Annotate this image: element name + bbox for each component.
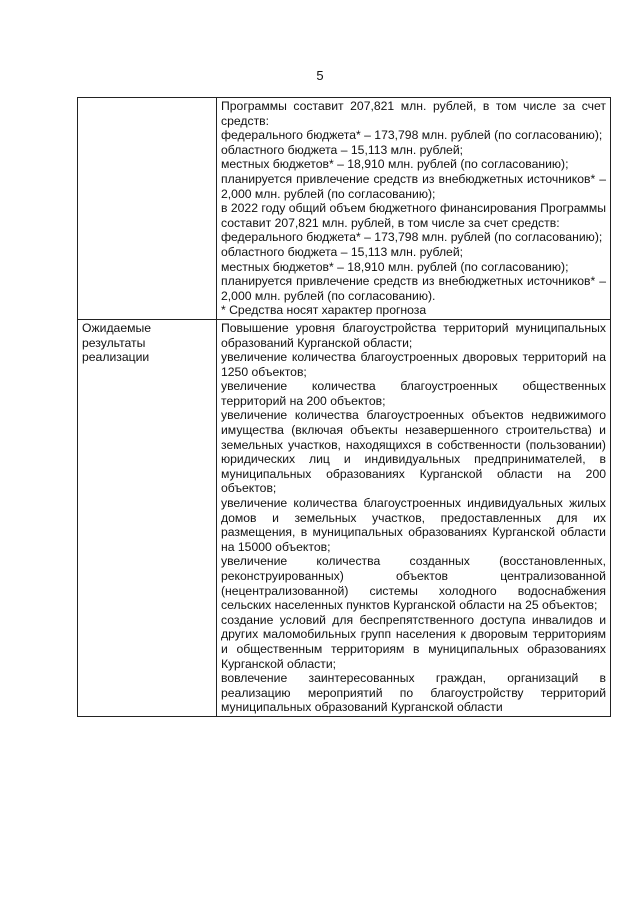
footnote: * Средства носят характер прогноза — [221, 303, 427, 318]
row-label — [78, 98, 217, 320]
table-row — [78, 98, 611, 320]
paragraph: областного бюджета – 15,113 млн. рублей; — [221, 142, 464, 157]
row-content — [217, 98, 611, 320]
table-row — [78, 319, 611, 716]
paragraph: местных бюджетов* – 18,910 млн. рублей (по согласованию); — [221, 259, 569, 274]
paragraph: увеличение количества созданных (восстановленных, реконструированных) объектов централизованной (нецентрализованной) системы холодного водоснабжения сельских населенных пунктов Курганской области на 25 объектов; — [221, 554, 606, 613]
paragraph: увеличение количества благоустроенных дворовых территорий на 1250 объектов; — [221, 350, 606, 379]
paragraph: увеличение количества благоустроенных объектов недвижимого имущества (включая объекты незавершенного строительства) и земельных участков, находящихся в собственности (пользовании) юридических лиц и индивидуальных предпринимателей, в муниципальных образованиях Курганской области на 200 объектов; — [221, 408, 606, 496]
paragraph: федерального бюджета* – 173,798 млн. рублей (по согласованию); — [221, 128, 603, 143]
paragraph: в 2022 году общий объем бюджетного финансирования Программы составит 207,821 млн. рублей, в том числе за счет средств: — [221, 201, 606, 230]
paragraph: планируется привлечение средств из внебюджетных источников* – 2,000 млн. рублей (по согласованию); — [221, 171, 606, 201]
paragraph: вовлечение заинтересованных граждан, организаций в реализацию мероприятий по благоустройству территорий муниципальных образований Курганской области — [221, 671, 606, 715]
paragraph: планируется привлечение средств из внебюджетных источников* – 2,000 млн. рублей (по согласованию). — [221, 274, 606, 303]
paragraph: создание условий для беспрепятственного доступа инвалидов и других маломобильных групп населения к дворовым территориям и общественным территориям в муниципальных образованиях Курганской области; — [221, 612, 606, 671]
program-passport-table — [77, 97, 611, 717]
paragraph: Повышение уровня благоустройства территорий муниципальных образований Курганской области; — [221, 320, 606, 350]
page-number: 5 — [316, 68, 324, 83]
paragraph: областного бюджета – 15,113 млн. рублей; — [221, 244, 464, 259]
row-label-expected-results: Ожидаемые результаты реализации — [78, 319, 217, 716]
paragraph: федерального бюджета* – 173,798 млн. рублей (по согласованию); — [221, 230, 603, 245]
paragraph: увеличение количества благоустроенных индивидуальных жилых домов и земельных участков, предоставленных для их размещения, в муниципальных образованиях Курганской области на 15000 объектов; — [221, 496, 606, 554]
paragraph: увеличение количества благоустроенных общественных территорий на 200 объектов; — [221, 379, 606, 408]
paragraph: местных бюджетов* – 18,910 млн. рублей (по согласованию); — [221, 157, 569, 172]
paragraph: Программы составит 207,821 млн. рублей, в том числе за счет средств: — [221, 99, 606, 128]
row-content — [217, 319, 611, 716]
